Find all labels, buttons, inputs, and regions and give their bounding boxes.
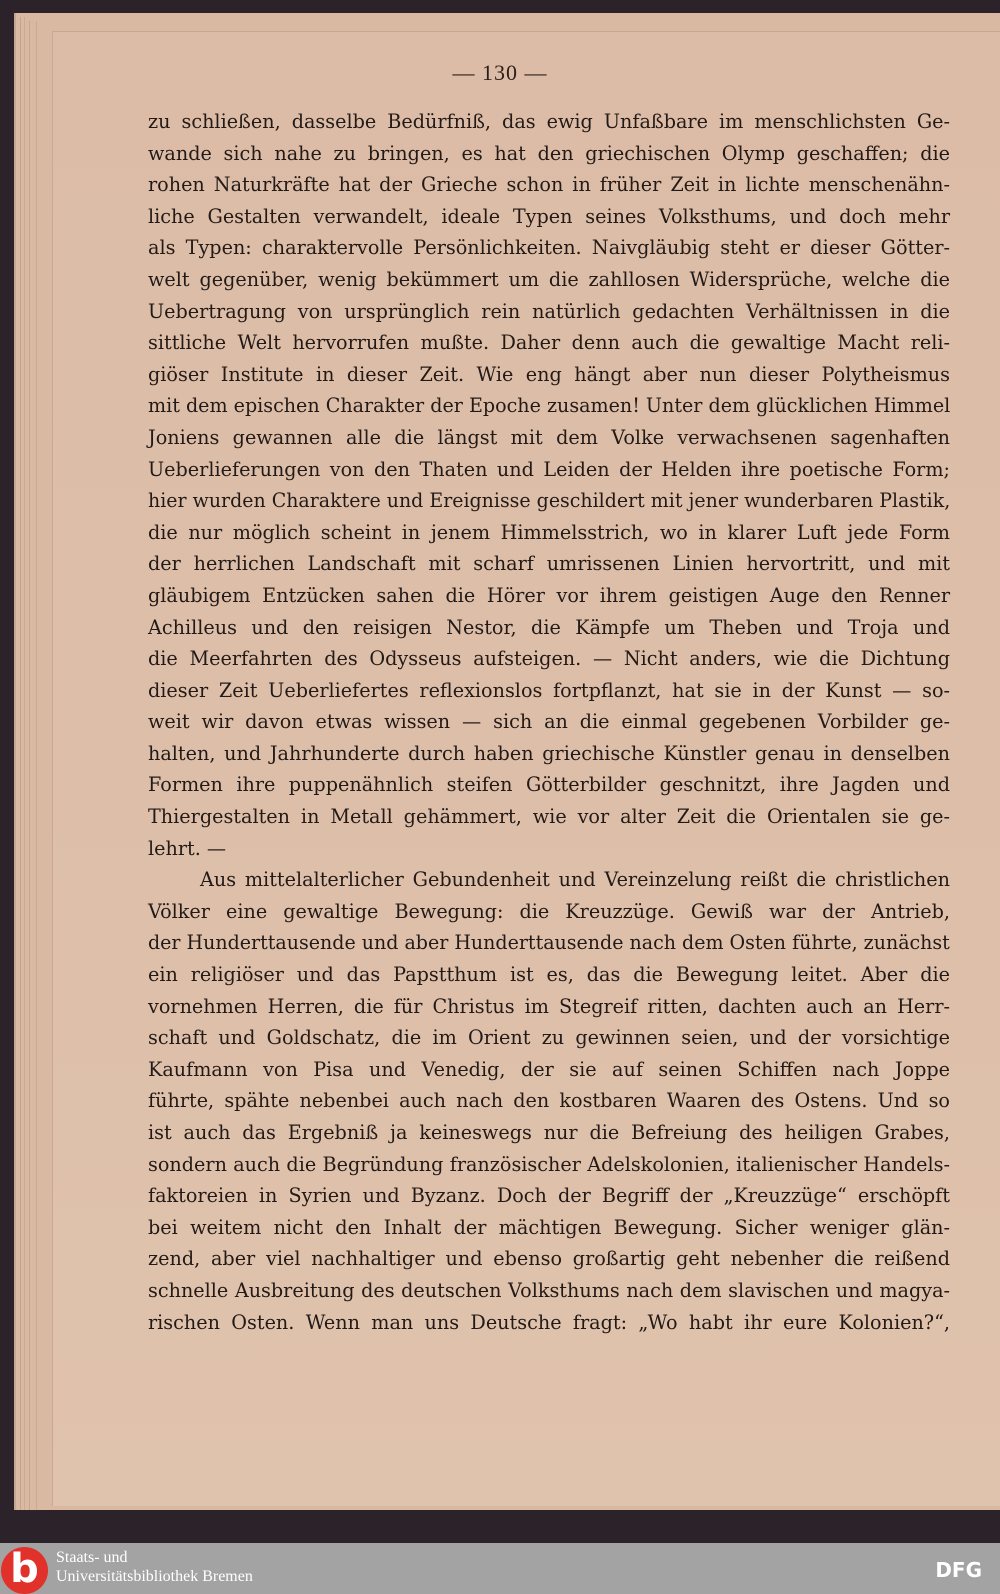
text-line: der herrlichen Landschaft mit scharf umrissenen Linien hervortritt, und mit [148,552,950,576]
text-line: giöser Institute in dieser Zeit. Wie eng hängt aber nun dieser Polytheismus [148,362,950,386]
body-text [148,106,950,1338]
text-line: die nur möglich scheint in jenem Himmelsstrich, wo in klarer Luft jede Form [148,520,950,544]
text-line: ein religiöser und das Papstthum ist es, das die Bewegung leitet. Aber die [148,963,950,987]
text-line: sittliche Welt hervorrufen mußte. Daher denn auch die gewaltige Macht reli- [148,331,950,355]
library-footer-bar [0,1543,1000,1594]
text-line: der Hunderttausende und aber Hunderttausende nach dem Osten führte, zunächst [148,931,950,955]
text-line: führte, spähte nebenbei auch nach den kostbaren Waaren des Ostens. Und so [148,1089,950,1113]
text-line: als Typen: charaktervolle Persönlichkeiten. Naivgläubig steht er dieser Götter- [148,236,950,260]
text-line: faktoreien in Syrien und Byzanz. Doch der Begriff der „Kreuzzüge“ erschöpft [148,1184,950,1208]
text-line: Ueberlieferungen von den Thaten und Leiden der Helden ihre poetische Form; [148,457,950,481]
text-line: Völker eine gewaltige Bewegung: die Kreuzzüge. Gewiß war der Antrieb, [148,899,950,923]
text-line: Thiergestalten in Metall gehämmert, wie vor alter Zeit die Orientalen sie ge- [148,805,950,829]
text-line: Formen ihre puppenähnlich steifen Götterbilder geschnitzt, ihre Jagden und [148,773,950,797]
library-name-line1: Staats- und [56,1549,128,1566]
text-line: Joniens gewannen alle die längst mit dem Volke verwachsenen sagenhaften [148,425,950,449]
text-line: zu schließen, dasselbe Bedürfniß, das ewig Unfaßbare im menschlichsten Ge- [148,110,950,133]
library-name[interactable] [56,1548,253,1586]
paragraph-end-line: lehrt. — [148,836,227,860]
text-line: Uebertragung von ursprünglich rein natürlich gedachten Verhältnissen in die [148,299,950,323]
dfg-logo[interactable]: DFG [935,1558,982,1582]
text-line: rischen Osten. Wenn man uns Deutsche fragt: „Wo habt ihr eure Kolonien?“, [148,1310,950,1334]
text-line: schnelle Ausbreitung des deutschen Volksthums nach dem slavischen und magya- [148,1278,950,1302]
text-line: zend, aber viel nachhaltiger und ebenso großartig geht nebenher die reißend [148,1247,950,1271]
paragraph-start-line: Aus mittelalterlicher Gebundenheit und Vereinzelung reißt die christlichen [200,868,950,892]
text-line: gläubigem Entzücken sahen die Hörer vor ihrem geistigen Auge den Renner [148,583,950,607]
text-line: Kaufmann von Pisa und Venedig, der sie auf seinen Schiffen nach Joppe [148,1057,950,1081]
text-line: schaft und Goldschatz, die im Orient zu gewinnen seien, und der vorsichtige [148,1026,950,1050]
text-line: bei weitem nicht den Inhalt der mächtigen Bewegung. Sicher weniger glän- [148,1215,950,1239]
text-line: hier wurden Charaktere und Ereignisse geschildert mit jener wunderbaren Plastik, [148,489,951,513]
text-line: liche Gestalten verwandelt, ideale Typen seines Volksthums, und doch mehr [148,204,950,228]
text-line: ist auch das Ergebniß ja keineswegs nur die Befreiung des heiligen Grabes, [148,1121,950,1144]
library-logo-icon[interactable]: b [1,1547,48,1594]
library-name-line2: Universitätsbibliothek Bremen [56,1568,253,1585]
text-line: halten, und Jahrhunderte durch haben griechische Künstler genau in denselben [148,741,950,765]
text-line: rohen Naturkräfte hat der Grieche schon in früher Zeit in lichte menschenähn- [148,173,950,197]
text-line: sondern auch die Begründung französischer Adelskolonien, italienischer Handels- [148,1152,950,1176]
text-line: welt gegenüber, wenig bekümmert um die zahllosen Widersprüche, welche die [148,267,950,291]
text-line: vornehmen Herren, die für Christus im Stegreif ritten, dachten auch an Herr- [148,994,950,1018]
page-number: — 130 — [452,60,548,85]
text-line: Achilleus und den reisigen Nestor, die Kämpfe um Theben und Troja und [148,615,950,639]
text-line: die Meerfahrten des Odysseus aufsteigen. — Nicht anders, wie die Dichtung [148,647,950,671]
text-line: dieser Zeit Ueberliefertes reflexionslos fortpflanzt, hat sie in der Kunst — so- [148,678,950,702]
text-line: wande sich nahe zu bringen, es hat den griechischen Olymp geschaffen; die [148,141,950,165]
text-line: weit wir davon etwas wissen — sich an die einmal gegebenen Vorbilder ge- [148,710,950,734]
text-line: mit dem epischen Charakter der Epoche zusamen! Unter dem glücklichen Himmel [148,394,951,418]
